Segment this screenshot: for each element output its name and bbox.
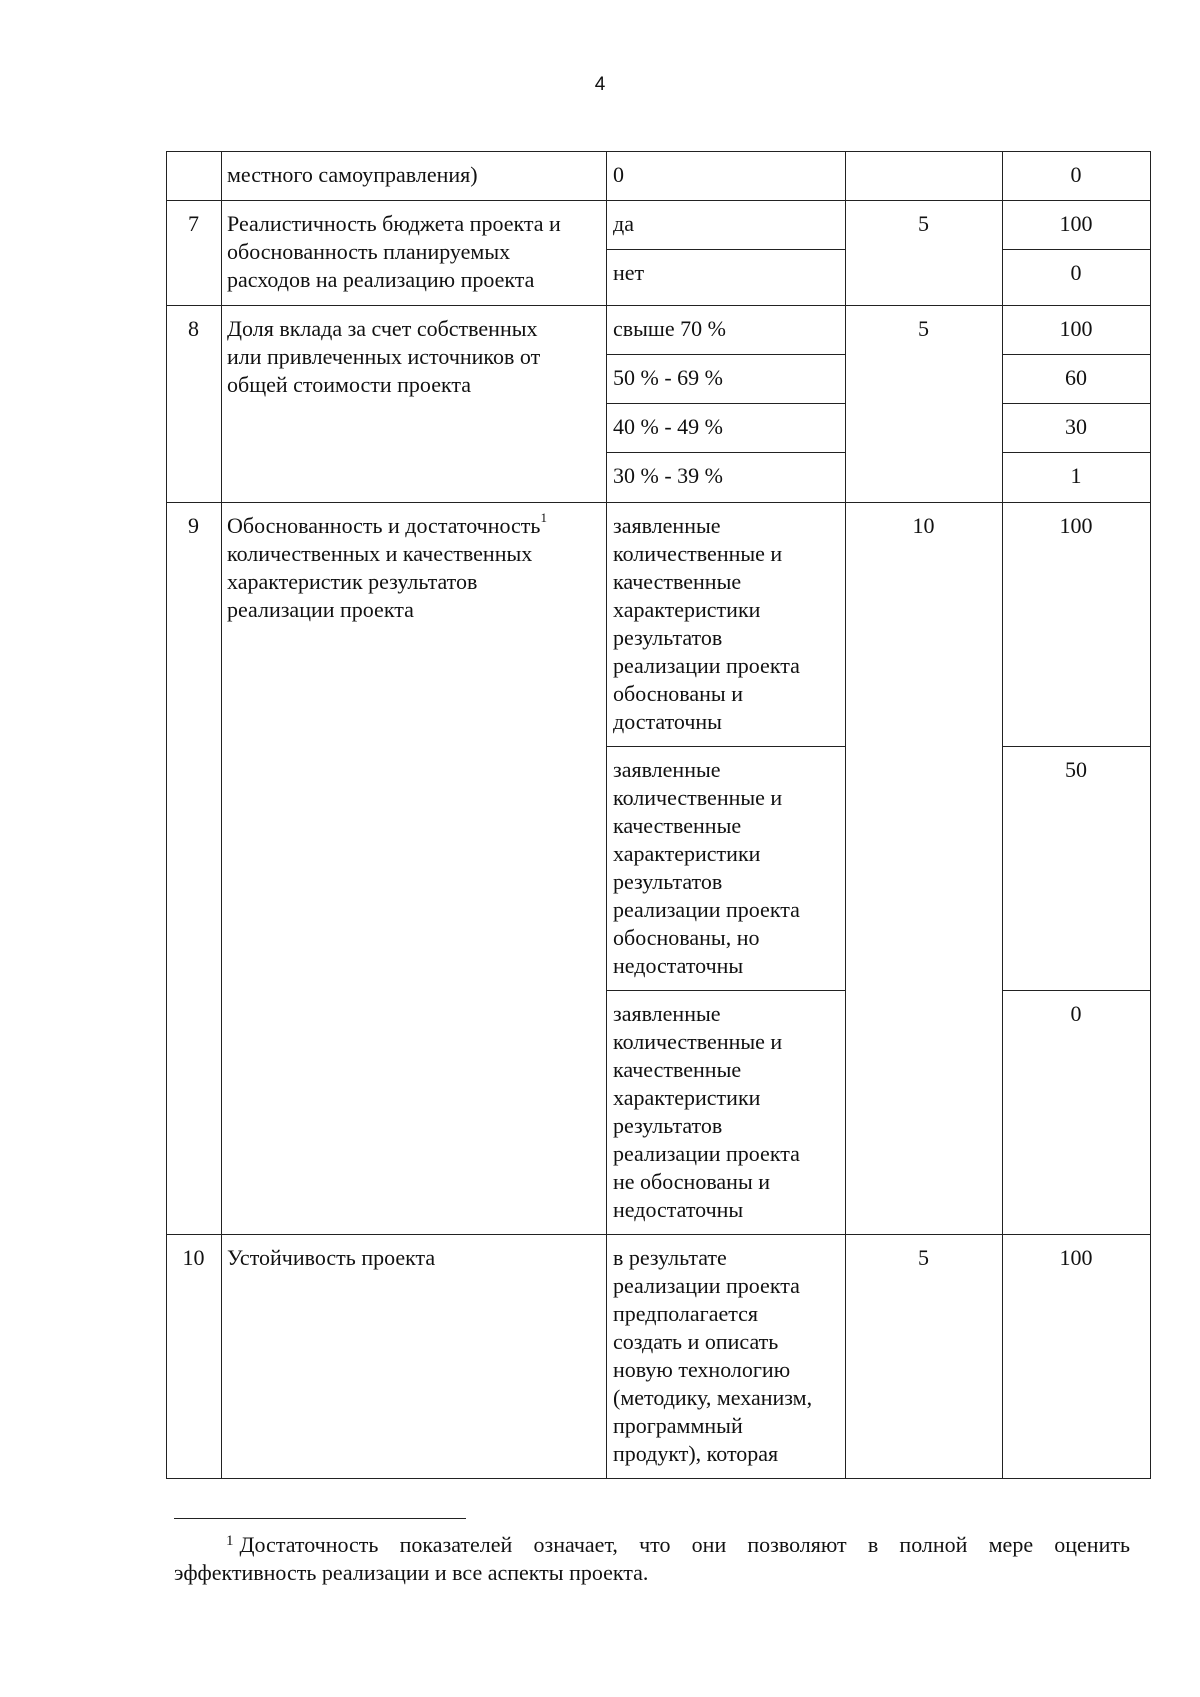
criterion-text-line: характеристик результатов [227,569,478,594]
weight-value-line: 5 [918,1245,929,1270]
criterion-text-line: Доля вклада за счет собственных [227,316,538,341]
option-text-line: нет [613,260,645,285]
footnote-separator [174,1518,466,1519]
option-text [613,1244,842,1468]
option-text-line: результатов [613,1113,723,1138]
points-value [1002,512,1150,540]
table-rule [1002,403,1151,404]
footnote-text-1: Достаточность показателей означает, что они позволяют в полной мере оценить [239,1532,1130,1557]
criterion-text-line: расходов на реализацию проекта [227,267,535,292]
footnote-mark: 1 [226,1533,234,1549]
option-text-line: характеристики [613,1085,761,1110]
option-text-line: создать и описать [613,1329,779,1354]
table-rule [1002,990,1151,991]
points-value-line: 1 [1070,463,1082,488]
points-value-line: 100 [1059,1245,1093,1270]
page-number: 4 [594,74,606,95]
option-text [613,210,842,238]
points-value [1002,1244,1150,1272]
table-rule [606,746,846,747]
option-text-line: количественные и [613,1029,783,1054]
table-rule [606,452,846,453]
table-rule [1002,746,1151,747]
option-text [613,413,842,441]
option-text [613,364,842,392]
criterion-text [227,509,602,624]
option-text-line: реализации проекта [613,653,800,678]
option-text-line: заявленные [613,757,721,782]
criterion-text-line: или привлеченных источников от [227,344,541,369]
table-rule [845,151,846,1479]
criterion-text-line: Реалистичность бюджета проекта и [227,211,561,236]
points-value [1002,462,1150,490]
option-text [613,462,842,490]
points-value [1002,315,1150,343]
option-text [613,756,842,980]
points-value-line: 0 [1070,162,1082,187]
option-text-line: количественные и [613,541,783,566]
option-text-line: предполагается [613,1301,758,1326]
table-rule [166,1478,1151,1479]
option-text-line: да [613,211,634,236]
points-value-line: 100 [1059,211,1093,236]
criterion-text [227,1244,602,1272]
option-text-line: качественные [613,813,742,838]
row-number-line: 8 [188,316,199,341]
weight-value-line: 5 [918,211,929,236]
criterion-text-line: общей стоимости проекта [227,372,472,397]
points-value [1002,259,1150,287]
option-text-line: качественные [613,569,742,594]
option-text-line: обоснованы, но [613,925,760,950]
option-text-line: характеристики [613,597,761,622]
row-number-line: 9 [188,513,199,538]
option-text-line: не обоснованы и [613,1169,771,1194]
criterion-text [227,315,602,399]
footnote-line-1 [174,1531,1130,1562]
points-value-line: 30 [1065,414,1087,439]
criterion-text [227,161,602,189]
footnote-reference: 1 [540,509,547,525]
points-value-line: 50 [1065,757,1087,782]
option-text [613,161,842,189]
row-number [166,1244,221,1272]
option-text-line: в результате [613,1245,727,1270]
option-text-line: качественные [613,1057,742,1082]
row-number [166,210,221,238]
option-text [613,315,842,343]
table-rule [221,151,222,1479]
option-text-line: заявленные [613,513,721,538]
table-rule [1150,151,1151,1479]
points-value [1002,756,1150,784]
row-number [166,512,221,540]
table-rule [166,1234,1151,1235]
table-rule [606,151,607,1479]
option-text-line: результатов [613,625,723,650]
row-number [166,315,221,343]
points-value-line: 0 [1070,1001,1082,1026]
option-text-line: характеристики [613,841,761,866]
criterion-text-line: реализации проекта [227,597,414,622]
points-value-line: 60 [1065,365,1087,390]
weight-value [845,512,1002,540]
table-rule [166,200,1151,201]
row-number-line: 10 [182,1245,205,1270]
option-text [613,1000,842,1224]
weight-value [845,315,1002,343]
points-value [1002,1000,1150,1028]
table-rule [1002,452,1151,453]
table-rule [1002,249,1151,250]
table-rule [166,502,1151,503]
option-text-line: реализации проекта [613,897,800,922]
criterion-text-line: обоснованность планируемых [227,239,511,264]
row-number-line: 7 [188,211,199,236]
table-rule [166,151,167,1479]
weight-value [845,210,1002,238]
points-value-line: 100 [1059,513,1093,538]
table-rule [606,403,846,404]
points-value-line: 0 [1070,260,1082,285]
option-text [613,259,842,287]
option-text-line: (методику, механизм, [613,1385,813,1410]
option-text [613,512,842,736]
option-text-line: недостаточны [613,1197,744,1222]
criterion-text [227,210,602,294]
footnote-line-2: эффективность реализации и все аспекты проекта. [174,1560,649,1585]
points-value [1002,413,1150,441]
points-value [1002,364,1150,392]
option-text-line: новую технологию [613,1357,791,1382]
option-text-line: 40 % - 49 % [613,414,723,439]
table-rule [166,305,1151,306]
criterion-text-line: Обоснованность и достаточность$^1$ [227,509,547,538]
criterion-text-line: Устойчивость проекта [227,1245,436,1270]
option-text-line: результатов [613,869,723,894]
option-text-line: недостаточны [613,953,744,978]
option-text-line: достаточны [613,709,722,734]
option-text-line: программный [613,1413,743,1438]
option-text-line: реализации проекта [613,1273,800,1298]
table-rule [606,990,846,991]
table-rule [606,249,846,250]
option-text-line: свыше 70 % [613,316,726,341]
option-text-line: обоснованы и [613,681,743,706]
table-rule [1002,151,1003,1479]
option-text-line: 0 [613,162,624,187]
weight-value-line: 5 [918,316,929,341]
criterion-text-line: местного самоуправления) [227,162,478,187]
points-value [1002,210,1150,238]
table-rule [166,151,1151,152]
points-value-line: 100 [1059,316,1093,341]
criterion-text-line: количественных и качественных [227,541,533,566]
option-text-line: количественные и [613,785,783,810]
option-text-line: продукт), которая [613,1441,779,1466]
weight-value [845,1244,1002,1272]
points-value [1002,161,1150,189]
table-rule [606,354,846,355]
option-text-line: реализации проекта [613,1141,800,1166]
option-text-line: 30 % - 39 % [613,463,723,488]
table-rule [1002,354,1151,355]
weight-value-line: 10 [912,513,935,538]
option-text-line: заявленные [613,1001,721,1026]
option-text-line: 50 % - 69 % [613,365,723,390]
